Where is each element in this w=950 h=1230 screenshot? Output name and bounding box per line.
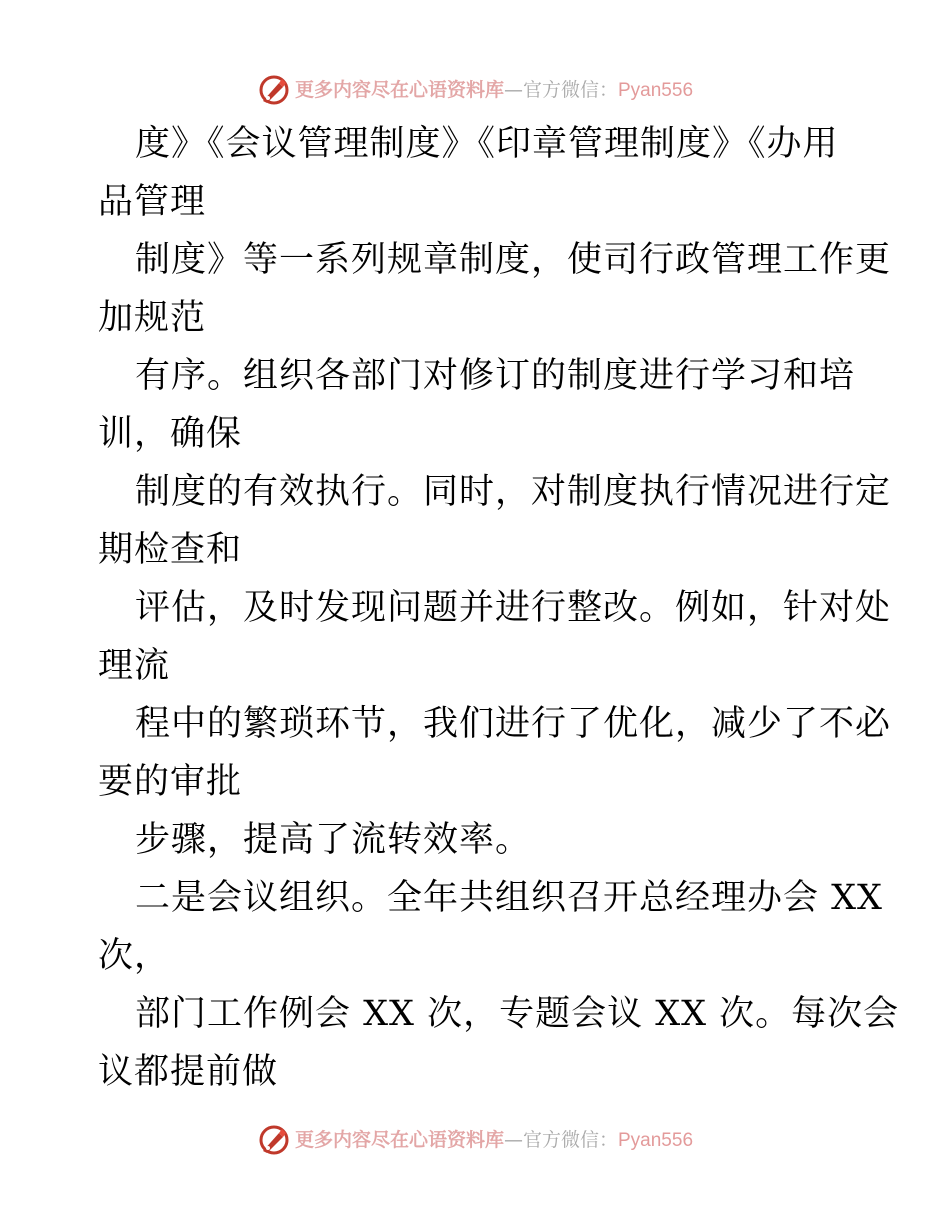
watermark-handle: Pyan556 xyxy=(618,79,694,101)
text-line: 理流 xyxy=(98,646,171,686)
text-line: 制度的有效执行。同时，对制度执行情况进行定 xyxy=(135,472,892,512)
text-line: 品管理 xyxy=(98,182,207,222)
text-line: 制度》等一系列规章制度，使司行政管理工作更 xyxy=(135,240,892,280)
text-line: 二是会议组织。全年共组织召开总经理办会 XX xyxy=(135,878,883,918)
pen-logo-icon xyxy=(257,1123,291,1157)
text-line: 加规范 xyxy=(98,298,207,338)
watermark-brand: 更多内容尽在心语资料库 xyxy=(294,78,504,101)
pen-logo-icon xyxy=(257,73,291,107)
text-line: 次， xyxy=(98,936,171,976)
text-line: 有序。组织各部门对修订的制度进行学习和培 xyxy=(135,356,856,396)
text-line: 度》《会议管理制度》《印章管理制度》《办用 xyxy=(135,124,839,164)
text-line: 程中的繁琐环节，我们进行了优化，减少了不必 xyxy=(135,704,892,744)
text-line: 部门工作例会 XX 次，专题会议 XX 次。每次会 xyxy=(135,994,900,1034)
watermark-brand: 更多内容尽在心语资料库 xyxy=(294,1128,504,1151)
text-line: 期检查和 xyxy=(98,530,243,570)
document-body xyxy=(98,115,900,1101)
text-line: 评估，及时发现问题并进行整改。例如，针对处 xyxy=(135,588,892,628)
header-watermark xyxy=(0,70,950,110)
watermark-handle: Pyan556 xyxy=(618,1129,694,1151)
text-line: 步骤，提高了流转效率。 xyxy=(135,820,532,860)
watermark-text xyxy=(294,78,694,101)
watermark-official: —官方微信： xyxy=(503,78,618,101)
text-line: 议都提前做 xyxy=(98,1052,279,1092)
watermark-official: —官方微信： xyxy=(503,1128,618,1151)
footer-watermark xyxy=(0,1120,950,1160)
watermark-text xyxy=(294,1128,694,1151)
text-line: 训，确保 xyxy=(98,414,243,454)
text-line: 要的审批 xyxy=(98,762,243,802)
